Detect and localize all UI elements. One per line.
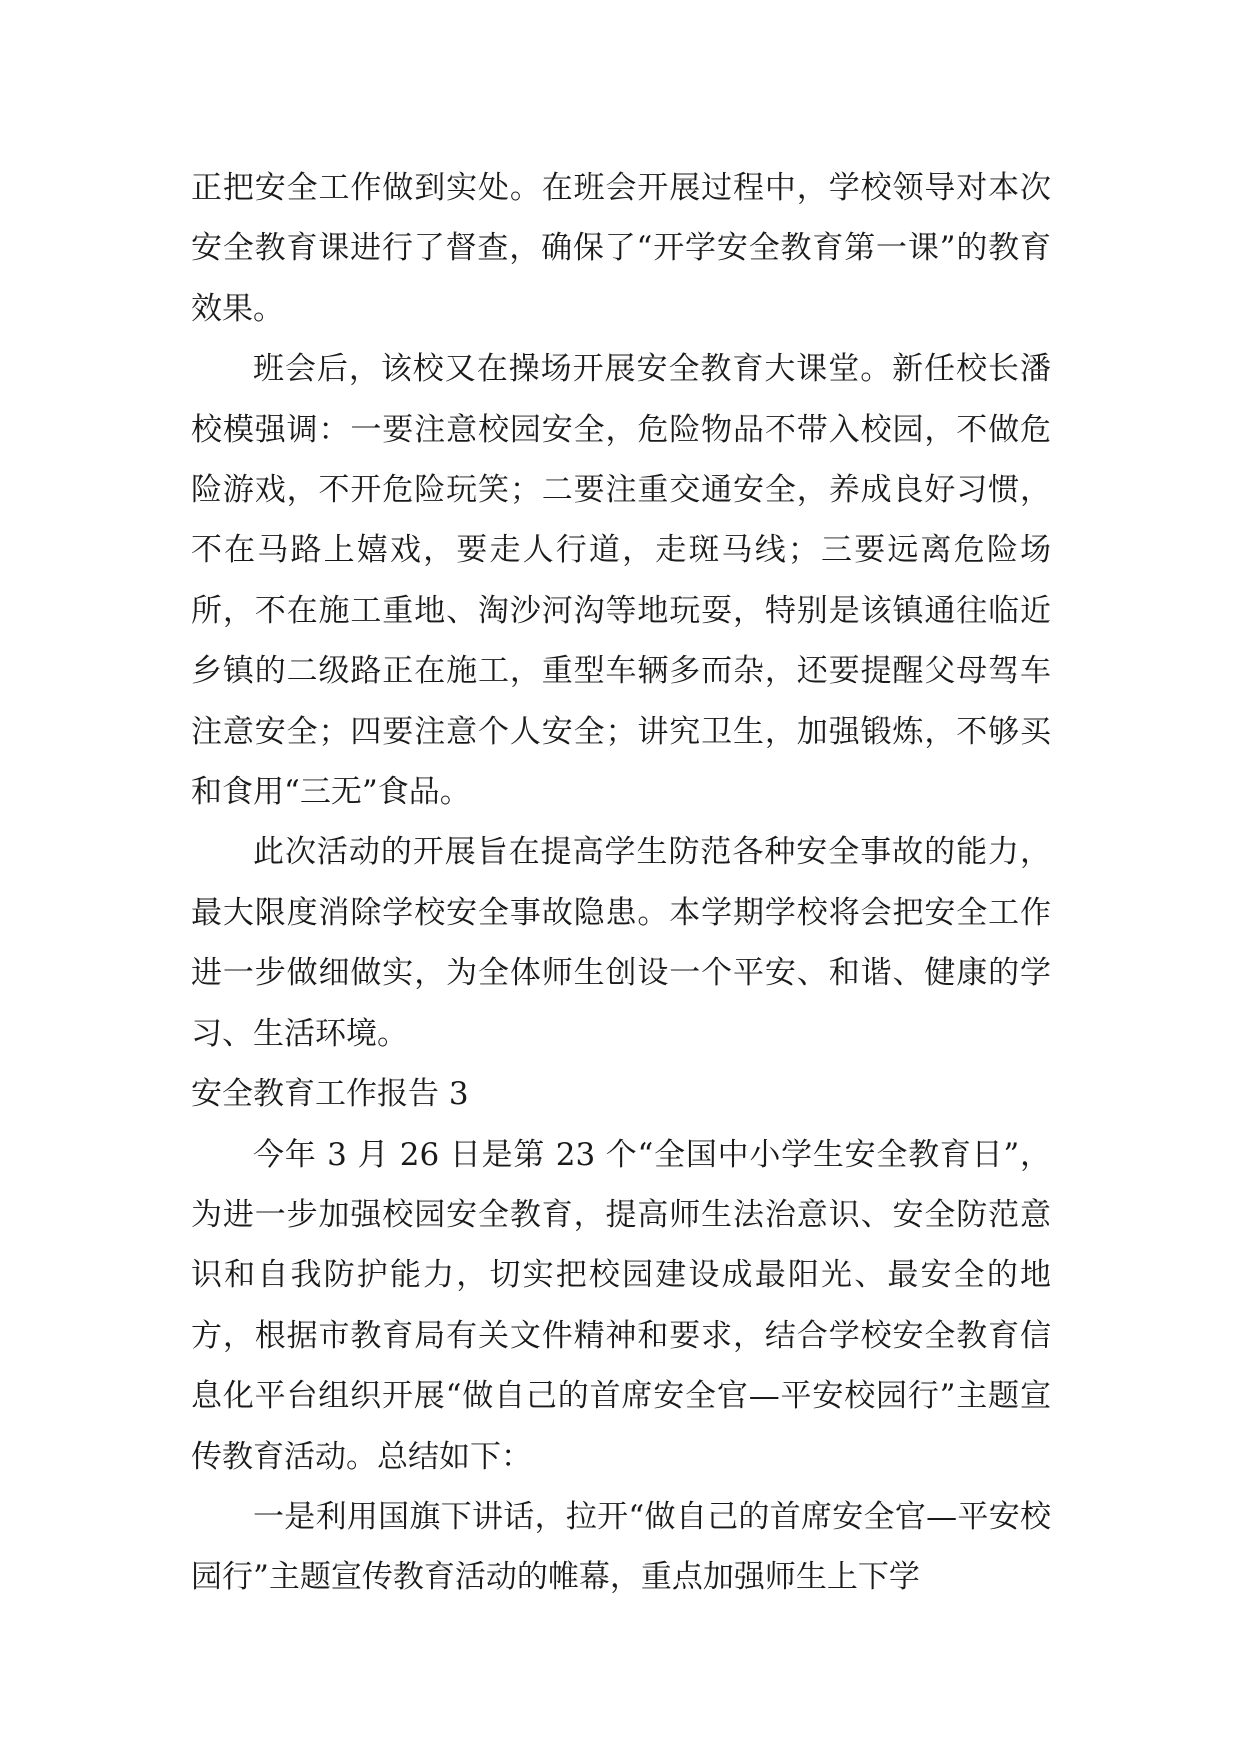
- paragraph: 今年 3 月 26 日是第 23 个“全国中小学生安全教育日”，为进一步加强校园安全教育，提高师生法治意识、安全防范意识和自我防护能力，切实把校园建设成最阳光、最安全的地方，根据市教育局有关文件精神和要求，结合学校安全教育信息化平台组织开展“做自己的首席安全官—平安校园行”主题宣传教育活动。总结如下：: [191, 1136, 1051, 1475]
- paragraph: 班会后，该校又在操场开展安全教育大课堂。新任校长潘校模强调：一要注意校园安全，危险物品不带入校园，不做危险游戏，不开危险玩笑；二要注重交通安全，养成良好习惯，不在马路上嬉戏，要走人行道，走斑马线；三要远离危险场所，不在施工重地、淘沙河沟等地玩耍，特别是该镇通往临近乡镇的二级路正在施工，重型车辆多而杂，还要提醒父母驾车注意安全；四要注意个人安全；讲究卫生，加强锻炼，不够买和食用“三无”食品。: [191, 351, 1051, 811]
- paragraph: 一是利用国旗下讲话，拉开“做自己的首席安全官—平安校园行”主题宣传教育活动的帷幕，重点加强师生上下学: [191, 1498, 1051, 1596]
- paragraph-continued: 正把安全工作做到实处。在班会开展过程中，学校领导对本次安全教育课进行了督查，确保了“开学安全教育第一课”的教育效果。: [191, 170, 1051, 327]
- document-body: [191, 158, 1051, 1608]
- paragraph: 此次活动的开展旨在提高学生防范各种安全事故的能力，最大限度消除学校安全事故隐患。本学期学校将会把安全工作进一步做细做实，为全体师生创设一个平安、和谐、健康的学习、生活环境。: [191, 834, 1051, 1052]
- section-heading: 安全教育工作报告 3: [191, 1076, 469, 1113]
